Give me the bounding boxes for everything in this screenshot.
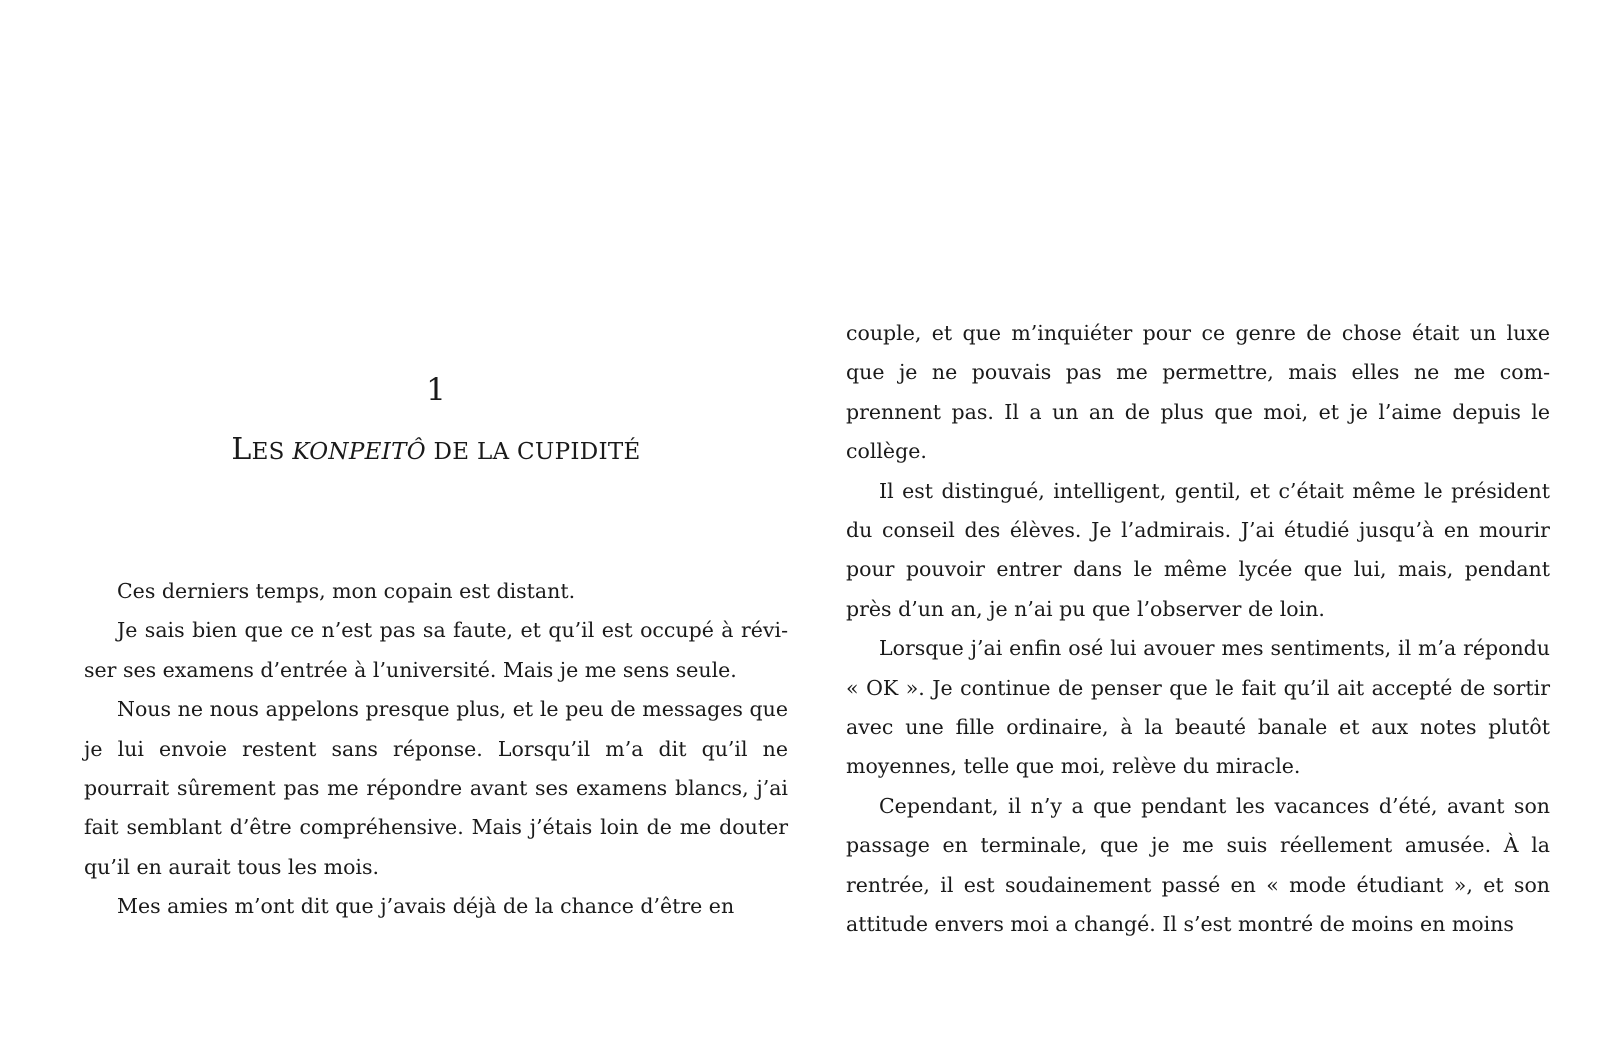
paragraph: Il est distingué, intelligent, gentil, et c’était même le président du conseil des élèves. Je l’admirais. J’ai étudié jusqu’à en mourir pour pouvoir entrer dans le même lycée que lui, mais, pendant près d’un an, je n’ai pu que l’observer de loin. [846, 478, 1550, 621]
paragraph: Cependant, il n’y a que pendant les vacances d’été, avant son passage en terminale, que je me suis réellement amusée. À la rentrée, il est soudainement passé en « mode étudiant », et son attitude envers moi a changé. Il s’est montré de moins en moins [846, 793, 1550, 937]
right-page-body [846, 314, 1550, 945]
chapter-number: 1 [426, 372, 446, 408]
chapter-title [84, 430, 788, 472]
paragraph: Ces derniers temps, mon copain est distant. [117, 579, 576, 603]
left-page-body [84, 572, 788, 927]
paragraph-continuation: couple, et que m’inquiéter pour ce genre de chose était un luxe que je ne pouvais pas me permettre, mais elles ne me comprennent pas. Il a un an de plus que moi, et je l’aime depuis le collège. [846, 321, 1550, 464]
paragraph: Je sais bien que ce n’est pas sa faute, et qu’il est occupé à réviser ses examens d’entrée à l’université. Mais je me sens seule. [84, 618, 788, 682]
chapter-title-italic: KONPEITÔ [292, 439, 426, 465]
left-page [84, 0, 788, 1041]
paragraph: Nous ne nous appelons presque plus, et le peu de messages que je lui envoie restent sans réponse. Lorsqu’il m’a dit qu’il ne pourrait sûrement pas me répondre avant ses examens blancs, j’ai fait semblant d’être compréhensive. Mais j’étais loin de me douter qu’il en aurait tous les mois. [84, 697, 788, 879]
paragraph: Mes amies m’ont dit que j’avais déjà de la chance d’être en [117, 894, 735, 919]
paragraph: Lorsque j’ai enfin osé lui avouer mes sentiments, il m’a répondu « OK ». Je continue de penser que le fait qu’il ait accepté de sortir avec une fille ordinaire, à la beauté banale et aux notes plutôt moyennes, telle que moi, relève du miracle. [846, 636, 1550, 779]
right-page [846, 0, 1550, 1041]
chapter-title-les-rest: ES [251, 439, 285, 465]
chapter-title-rest: DE LA CUPIDITÉ [433, 439, 641, 465]
chapter-title-initial: L [231, 432, 252, 467]
